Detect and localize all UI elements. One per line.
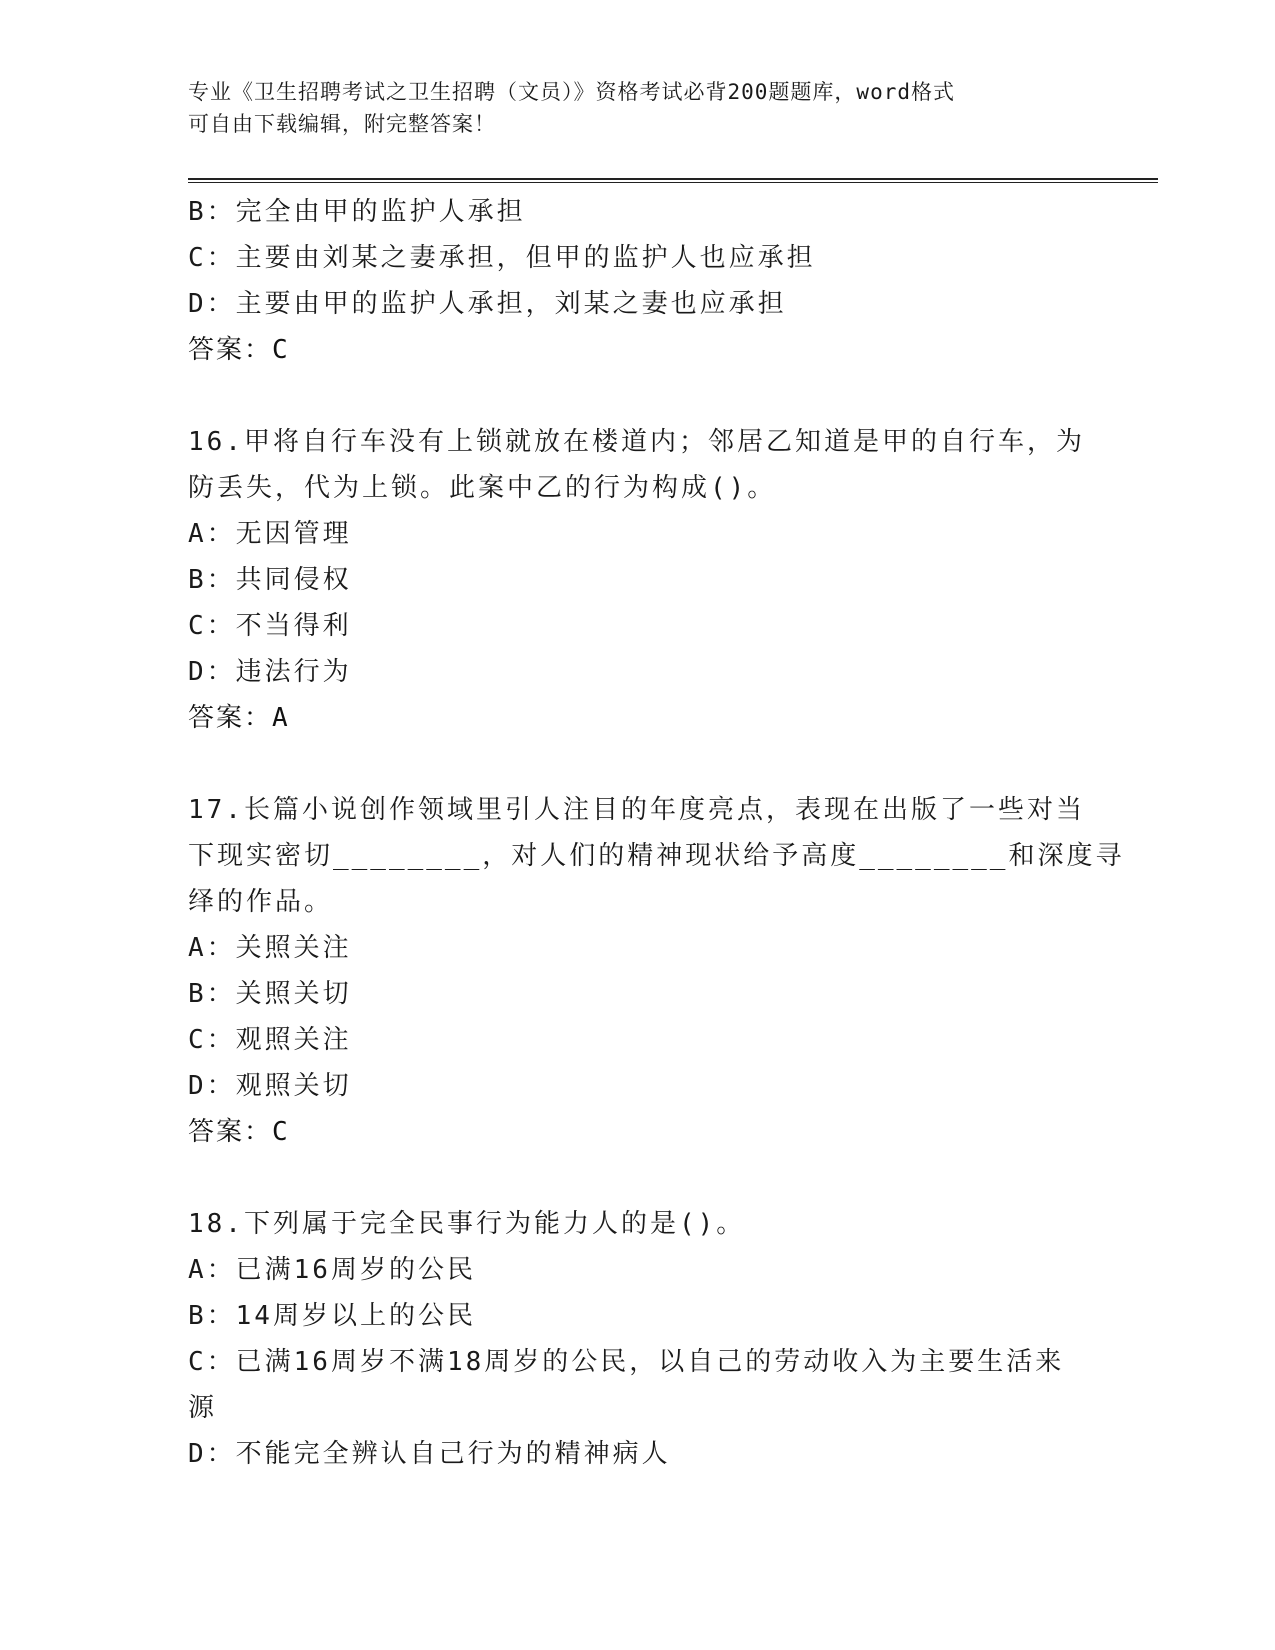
- question-stem-cont: 防丢失，代为上锁。此案中乙的行为构成()。: [188, 473, 777, 503]
- question-stem-cont: 绎的作品。: [188, 887, 334, 917]
- option-c: C：已满16周岁不满18周岁的公民，以自己的劳动收入为主要生活来: [188, 1347, 1065, 1377]
- answer: 答案：A: [188, 703, 290, 733]
- option-b: B：完全由甲的监护人承担: [188, 197, 526, 227]
- question-15: [188, 189, 1088, 373]
- header-line-1: 专业《卫生招聘考试之卫生招聘（文员）》资格考试必背200题题库，word格式: [188, 80, 955, 104]
- question-list: [188, 189, 1125, 1477]
- spacer: [188, 373, 1088, 419]
- option-c: C：主要由刘某之妻承担，但甲的监护人也应承担: [188, 243, 816, 273]
- header-divider: [188, 178, 1158, 183]
- option-a: A：无因管理: [188, 519, 352, 549]
- question-16: [188, 419, 1088, 741]
- option-d: D：主要由甲的监护人承担，刘某之妻也应承担: [188, 289, 787, 319]
- option-c: C：观照关注: [188, 1025, 352, 1055]
- answer: 答案：C: [188, 1117, 290, 1147]
- option-c-cont: 源: [188, 1393, 218, 1423]
- option-b: B：14周岁以上的公民: [188, 1301, 476, 1331]
- option-a: A：关照关注: [188, 933, 352, 963]
- option-a: A：已满16周岁的公民: [188, 1255, 476, 1285]
- question-stem: 17.长篇小说创作领域里引人注目的年度亮点，表现在出版了一些对当: [188, 795, 1085, 825]
- question-17: [188, 787, 1125, 1155]
- page-header: [188, 76, 1088, 140]
- spacer: [188, 1155, 1088, 1201]
- question-stem-cont: 下现实密切________，对人们的精神现状给予高度________和深度寻: [188, 841, 1125, 871]
- question-stem: 16.甲将自行车没有上锁就放在楼道内；邻居乙知道是甲的自行车，为: [188, 427, 1085, 457]
- option-c: C：不当得利: [188, 611, 352, 641]
- option-d: D：不能完全辨认自己行为的精神病人: [188, 1439, 671, 1469]
- question-18: [188, 1201, 1088, 1477]
- header-line-2: 可自由下载编辑，附完整答案！: [188, 112, 496, 136]
- option-d: D：观照关切: [188, 1071, 352, 1101]
- option-b: B：关照关切: [188, 979, 352, 1009]
- option-b: B：共同侵权: [188, 565, 352, 595]
- answer: 答案：C: [188, 335, 290, 365]
- question-stem: 18.下列属于完全民事行为能力人的是()。: [188, 1209, 746, 1239]
- spacer: [188, 741, 1088, 787]
- option-d: D：违法行为: [188, 657, 352, 687]
